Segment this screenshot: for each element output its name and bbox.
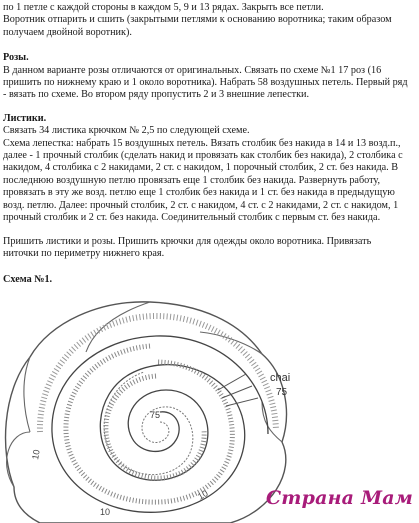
center-count-label: 75 — [150, 410, 161, 420]
row-mark: 10 — [196, 488, 210, 502]
watermark: Страна Мам — [265, 487, 413, 509]
roses-line: - вязать по схеме. Во втором ряду пропустить 2 и 3 внешние лепестки. — [3, 89, 310, 101]
leaves-line: накидом, 4 столбика с 2 накидами, 2 ст. с накидом, 1 порочный столбик, 2 ст. без накида. В — [3, 162, 399, 174]
intro-line: получаем двойной воротник). — [3, 26, 132, 38]
outer-petals-outline — [6, 302, 287, 523]
leaves-line: прочный столбик и 2 ст. без накида. Соединительный столбик с первым ст. без накида. — [3, 212, 381, 224]
scheme-heading: Схема №1. — [3, 274, 53, 286]
intro-line: по 1 петле с каждой стороны в каждом 5, 9 и 13 рядах. Закрыть все петли. — [3, 2, 324, 13]
leaves-line: Схема лепестка: набрать 15 воздушных петель. Вязать столбик без накида в 14 и 13 возд.п., — [3, 137, 401, 149]
document-text — [3, 2, 413, 287]
chain-label: chai — [270, 372, 291, 384]
leaves-heading: Листики. — [3, 112, 47, 124]
assembly-line: ниточки по периметру нижнего края. — [3, 247, 165, 259]
roses-line: пришить по нижнему краю и 1 около воротника). Набрать 58 воздушных петель. Первый ряд — [3, 77, 408, 89]
intro-line: Воротник отпарить и сшить (закрытыми петлями к основанию воротника; таким образом — [3, 14, 392, 26]
chain-count-label: 75 — [276, 387, 288, 398]
spiral-row-inner — [104, 372, 193, 475]
leaves-line: провязать в эту же возд. петлю еще 1 столбик без накида и 1 ст. без накида в предыдущую — [3, 187, 395, 199]
leaves-line: далее - 1 прочный столбик (сделать накид и провязать как столбик без накида), 2 столбика с — [3, 150, 403, 162]
assembly-line: Пришить листики и розы. Пришить крючки для одежды около воротника. Привязать — [3, 235, 372, 247]
row-mark: 10 — [100, 507, 111, 517]
roses-line: В данном варианте розы отличаются от оригинальных. Связать по схеме №1 17 роз (16 — [3, 64, 382, 76]
leaves-line: последнюю воздушную петлю провязать еще 1 столбик без накида. Развернуть работу, — [3, 174, 381, 186]
starting-chain — [218, 374, 258, 406]
leaves-line: возд. петлю. Далее: прочный столбик, 2 ст. с накидом, 4 ст. с 2 накидами, 2 ст. с накидом, 1 — [3, 199, 399, 211]
roses-heading: Розы. — [3, 52, 29, 64]
row-mark: 10 — [30, 448, 42, 461]
leaves-line: Связать 34 листика крючком № 2,5 по следующей схеме. — [3, 125, 250, 137]
spiral-row — [52, 336, 268, 512]
